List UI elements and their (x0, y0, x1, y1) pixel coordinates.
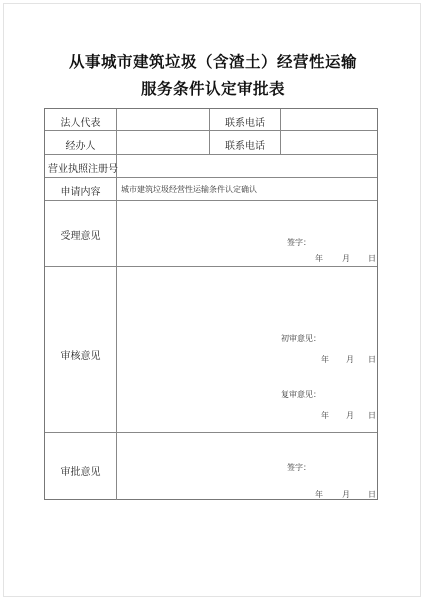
review-opinion-label: 审核意见 (60, 351, 101, 362)
first-review-date-day: 日 (368, 355, 376, 364)
contact-phone-field[interactable] (281, 131, 377, 154)
second-review-date-month: 月 (346, 411, 354, 420)
review-opinion-area[interactable] (117, 267, 377, 432)
business-license-field[interactable] (117, 155, 377, 177)
second-review-label: 复审意见： (281, 390, 321, 399)
first-review-date-month: 月 (346, 355, 354, 364)
contact-phone-label: 联系电话 (225, 118, 265, 129)
form-title-line-1: 从事城市建筑垃圾（含渣土）经营性运输 (68, 53, 357, 71)
business-license-label: 营业执照注册号 (48, 164, 118, 175)
application-content-value: 城市建筑垃圾经营性运输条件认定确认 (121, 185, 257, 194)
acceptance-date-day: 日 (368, 254, 376, 263)
legal-rep-label: 法人代表 (60, 118, 101, 129)
approval-date-month: 月 (342, 490, 350, 499)
handler-label: 经办人 (65, 141, 96, 152)
second-review-date-year: 年 (321, 411, 329, 420)
first-review-date-year: 年 (321, 355, 329, 364)
acceptance-opinion-area[interactable] (117, 201, 377, 266)
contact-phone-label: 联系电话 (225, 141, 265, 152)
acceptance-sign-label: 签字： (287, 238, 311, 247)
approval-opinion-area[interactable] (117, 433, 377, 500)
application-content-label: 申请内容 (60, 187, 101, 198)
approval-form-table (44, 108, 378, 500)
form-title-line-2: 服务条件认定审批表 (140, 80, 285, 98)
acceptance-date-year: 年 (315, 254, 323, 263)
approval-date-day: 日 (368, 490, 376, 499)
row-divider (45, 177, 377, 178)
acceptance-date-month: 月 (342, 254, 350, 263)
legal-rep-field[interactable] (117, 110, 209, 130)
first-review-label: 初审意见： (281, 334, 321, 343)
handler-field[interactable] (117, 131, 209, 154)
second-review-date-day: 日 (368, 411, 376, 420)
acceptance-opinion-label: 受理意见 (60, 231, 101, 242)
approval-opinion-label: 审批意见 (60, 467, 101, 478)
approval-sign-label: 签字： (287, 463, 311, 472)
contact-phone-field[interactable] (281, 110, 377, 130)
approval-date-year: 年 (315, 490, 323, 499)
